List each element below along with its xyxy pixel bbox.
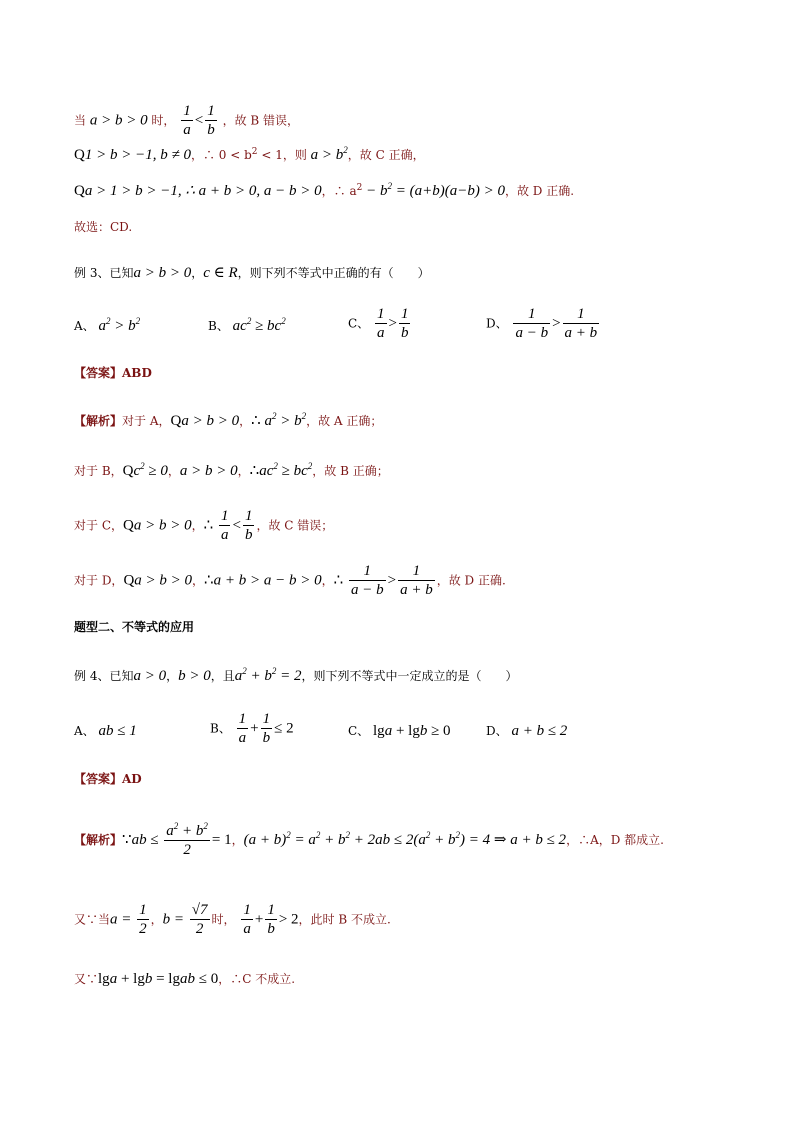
answer-3: 【答案】ABD — [74, 366, 152, 380]
text: 又∵当 — [74, 912, 111, 927]
option-c: C、 lga + lgb ≥ 0 — [348, 723, 451, 739]
math: $a > b^2$ — [310, 145, 348, 163]
answer-4: 【答案】AD — [74, 772, 142, 786]
text: < 1，则 — [257, 148, 311, 162]
solution-c: 对于 C，Qa > b > 0，∴ $\frac{1}{a}$ < $\frac{1}{b}$ ，故 C 错误； — [74, 508, 334, 543]
text: ，故 C 正确， — [347, 148, 425, 162]
line-1: 当 a > b > 0 时， $\frac{1}{a}$ < $\frac{1}{b}$ ，故 B 错误， — [74, 103, 300, 138]
solution-b: 对于 B，$Qc^2 \ge 0$，a > b > 0，$\therefore ac^2 \ge bc^2$，故 B 正确； — [74, 461, 389, 479]
math: $a^2 > b^2$ — [98, 316, 141, 334]
solution-d: 对于 D，Qa > b > 0，∴a + b > a − b > 0，∴ $\frac{1}{a - b}$ > $\frac{1}{a + b}$ ，故 D 正确. — [74, 563, 506, 598]
option-d: D、 $\frac{1}{a - b}$ > $\frac{1}{a + b}$ — [486, 306, 598, 341]
option-label: A、 — [74, 724, 95, 738]
math: c ∈ R — [203, 265, 238, 281]
text: ，故 D 正确. — [504, 184, 575, 198]
option-a: A、 ab ≤ 1 — [74, 723, 137, 739]
option-a — [74, 316, 140, 335]
text: 例 3、已知 — [74, 266, 134, 280]
solution-4-line-1: 【解析】∵ab ≤ $\frac{a^2 + b^2}{2}$ = 1，$(a + b)^2 = a^2 + b^2 + 2ab \le 2(a^2 + b^2) = 4$ ⇒ a + b ≤ 2，∴A，D 都成立. — [74, 821, 664, 858]
math: a > b > 0 — [133, 265, 192, 281]
math: 1 > b > −1, b ≠ 0 — [84, 147, 191, 163]
option-label: D、 — [486, 316, 508, 331]
text: 对于 D， — [74, 573, 124, 588]
text: ，则下列不等式中一定成立的是（ ） — [301, 669, 518, 683]
text: ，故 B 正确； — [312, 464, 389, 478]
fraction: $\frac{1}{b}$ — [207, 103, 215, 138]
text: ，故 A 正确； — [306, 414, 383, 428]
text: 对于 A， — [122, 414, 171, 428]
solution-4-line-2: 又∵当a = $\frac{1}{2}$ ，b = $\frac{√7}{2}$ 时， $\frac{1}{a}$ + $\frac{1}{b}$ > 2，此时 B 不成立. — [74, 902, 391, 937]
math: = (a+b)(a−b) > 0 — [395, 183, 505, 199]
text: ， — [191, 266, 204, 280]
math: Q — [74, 147, 85, 163]
solution-label: 【解析】 — [74, 832, 123, 847]
math: $ac^2 \ge bc^2$ — [232, 316, 286, 334]
section-heading: 题型二、不等式的应用 — [74, 620, 195, 634]
text: 例 4、已知 — [74, 669, 134, 683]
example-4: 例 4、已知a > 0，b > 0，且$a^2 + b^2 = 2$，则下列不等式中一定成立的是（ ） — [74, 666, 518, 684]
text: 对于 C， — [74, 518, 123, 533]
select-line: 故选：CD. — [74, 220, 133, 234]
option-d: D、 a + b ≤ 2 — [486, 723, 568, 739]
solution-a: 【解析】对于 A，Qa > b > 0，∴ $a^2 > b^2$，故 A 正确； — [74, 411, 383, 429]
option-label: C、 — [348, 316, 370, 331]
text: ，故 C 错误； — [256, 518, 334, 533]
math: a > b > 0 — [89, 112, 148, 129]
option-b — [208, 316, 286, 335]
option-label: B、 — [208, 319, 229, 333]
text: ，此时 B 不成立. — [298, 912, 391, 927]
option-label: D、 — [486, 724, 508, 738]
solution-label: 【解析】 — [74, 414, 123, 428]
text: ，故 D 正确. — [436, 573, 506, 588]
math: − $b^2$ — [362, 181, 392, 199]
solution-4-line-3: 又∵lga + lgb = lgab ≤ 0，∴C 不成立. — [74, 971, 296, 987]
option-b: B、 $\frac{1}{a}$ + $\frac{1}{b}$ ≤ 2 — [210, 711, 294, 746]
text: ，∴C 不成立. — [218, 972, 296, 986]
text: 对于 B， — [74, 464, 123, 478]
text: 又∵ — [74, 972, 99, 986]
line-3: Qa > 1 > b > −1, ∴ a + b > 0, a − b > 0，∴ $a^2 - b^2 = (a+b)(a-b) > 0$，故 D 正确. — [74, 181, 575, 199]
math: Q — [74, 183, 85, 199]
option-label: B、 — [210, 721, 231, 736]
text: ，∴A，D 都成立. — [566, 832, 664, 847]
fraction: $\frac{1}{a}$ — [183, 103, 191, 138]
text: ，故 B 错误， — [222, 113, 300, 128]
text: ，∴ 0 < b — [190, 148, 252, 162]
option-label: A、 — [74, 319, 95, 333]
example-3 — [74, 266, 430, 281]
text: 时， — [151, 113, 176, 128]
math: a > 1 > b > −1, ∴ a + b > 0, a − b > 0 — [84, 183, 322, 199]
text: 当 — [74, 113, 87, 128]
text: ，∴ a — [321, 184, 357, 198]
option-label: C、 — [348, 724, 370, 738]
option-c: C、 $\frac{1}{a}$ > $\frac{1}{b}$ — [348, 306, 409, 341]
text: ，则下列不等式中正确的有（ ） — [237, 266, 430, 280]
line-2: Q1 > b > −1, b ≠ 0，∴ $0 < b^2 < 1$，则 $a > b^2$，故 C 正确， — [74, 145, 425, 163]
text: 时， — [211, 912, 236, 927]
